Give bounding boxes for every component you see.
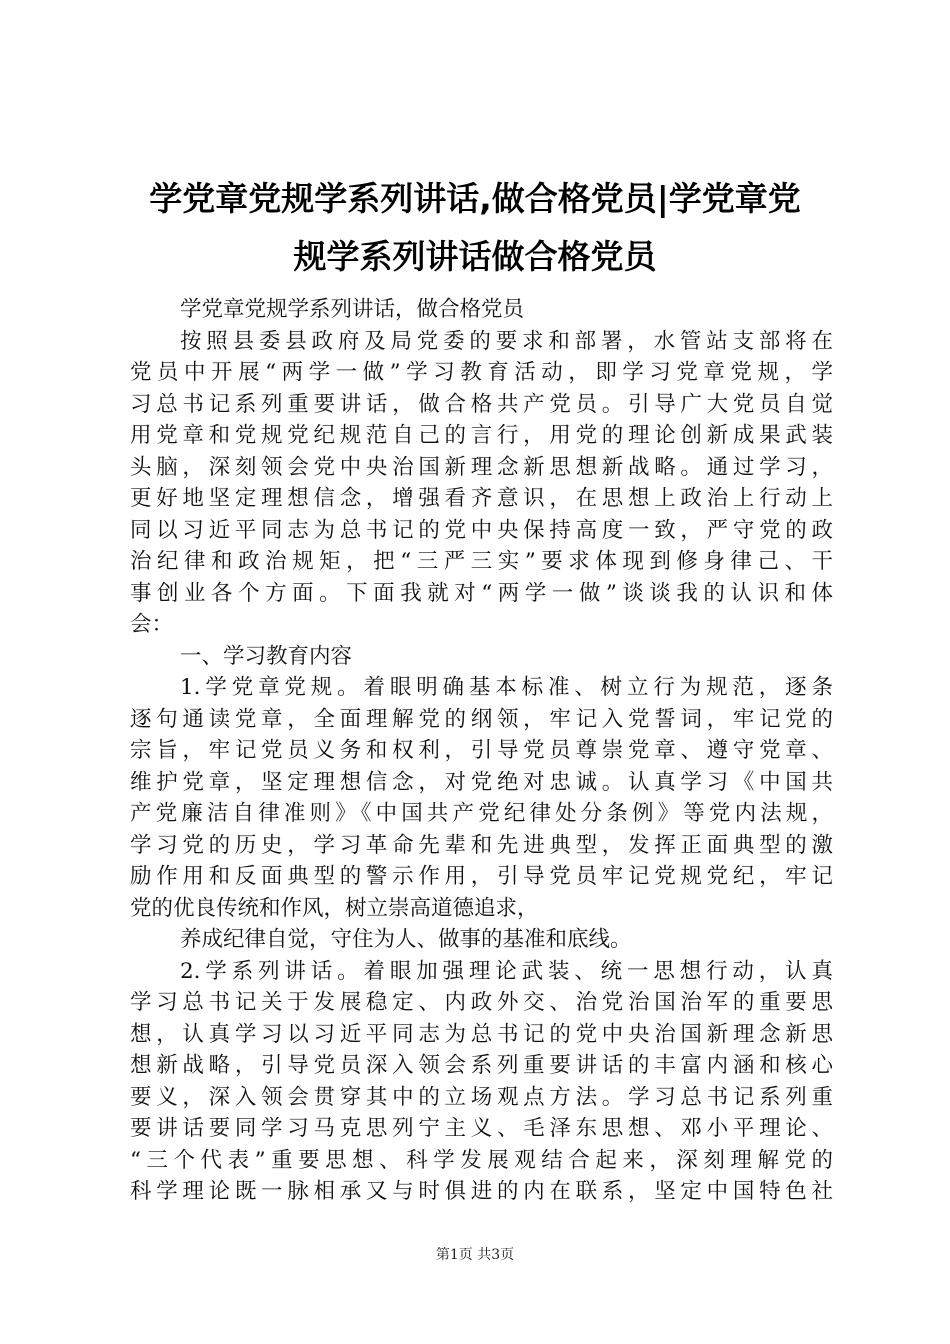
text-line: “三个代表”重要思想、科学发展观结合起来，深刻理解党的 xyxy=(130,1147,833,1173)
title-line-2: 规学系列讲话做合格党员 xyxy=(293,237,657,276)
document-title xyxy=(100,170,850,286)
text-line: 更好地坚定理想信念，增强看齐意识，在思想上政治上行动上 xyxy=(130,486,833,511)
text-line: 治纪律和政治规矩，把“三严三实”要求体现到修身律己、干 xyxy=(130,549,833,574)
text-line: 学习总书记关于发展稳定、内政外交、治党治国治军的重要思 xyxy=(130,990,833,1015)
text-line: 1.学党章党规。着眼明确基本标准、树立行为规范，逐条 xyxy=(180,675,833,700)
text-line: 党员中开展“两学一做”学习教育活动，即学习党章党规，学 xyxy=(130,360,833,385)
text-line: 学习党的历史，学习革命先辈和先进典型，发挥正面典型的激 xyxy=(130,832,833,858)
page-number-footer: 第1页 共3页 xyxy=(435,1247,515,1263)
text-line: 要义，深入领会贯穿其中的立场观点方法。学习总书记系列重 xyxy=(130,1084,833,1110)
text-line: 事创业各个方面。下面我就对“两学一做”谈谈我的认识和体 xyxy=(130,580,833,606)
text-line: 想，认真学习以习近平同志为总书记的党中央治国新理念新思 xyxy=(130,1021,833,1047)
text-line: 会： xyxy=(130,612,174,637)
text-line: 励作用和反面典型的警示作用，引导党员牢记党规党纪，牢记 xyxy=(130,864,833,889)
text-line: 习总书记系列重要讲话，做合格共产党员。引导广大党员自觉 xyxy=(130,391,833,417)
text-line: 2.学系列讲话。着眼加强理论武装、统一思想行动，认真 xyxy=(180,958,833,984)
text-line: 头脑，深刻领会党中央治国新理念新思想新战略。通过学习， xyxy=(130,454,833,480)
text-line: 逐句通读党章，全面理解党的纲领，牢记入党誓词，牢记党的 xyxy=(130,706,833,732)
text-line: 宗旨，牢记党员义务和权利，引导党员尊崇党章、遵守党章、 xyxy=(130,738,833,763)
text-line: 产党廉洁自律准则》《中国共产党纪律处分条例》等党内法规， xyxy=(130,801,833,826)
text-line: 党的优良传统和作风，树立崇高道德追求， xyxy=(130,895,539,921)
text-line: 要讲话要同学习马克思列宁主义、毛泽东思想、邓小平理论、 xyxy=(130,1116,833,1141)
text-line: 同以习近平同志为总书记的党中央保持高度一致，严守党的政 xyxy=(130,517,833,543)
text-line: 维护党章，坚定理想信念，对党绝对忠诚。认真学习《中国共 xyxy=(130,769,833,795)
title-line-1: 学党章党规学系列讲话,做合格党员|学党章党 xyxy=(149,179,801,218)
text-line: 按照县委县政府及局党委的要求和部署，水管站支部将在 xyxy=(180,328,833,354)
text-line: 养成纪律自觉，守住为人、做事的基准和底线。 xyxy=(180,927,632,952)
text-line: 学党章党规学系列讲话，做合格党员 xyxy=(180,297,525,322)
text-line: 科学理论既一脉相承又与时俱进的内在联系，坚定中国特色社 xyxy=(130,1179,833,1204)
text-line: 用党章和党规党纪规范自己的言行，用党的理论创新成果武装 xyxy=(130,423,833,448)
text-line: 想新战略，引导党员深入领会系列重要讲话的丰富内涵和核心 xyxy=(130,1053,833,1078)
section-heading: 一、学习教育内容 xyxy=(180,643,353,669)
document-body xyxy=(130,294,833,1208)
